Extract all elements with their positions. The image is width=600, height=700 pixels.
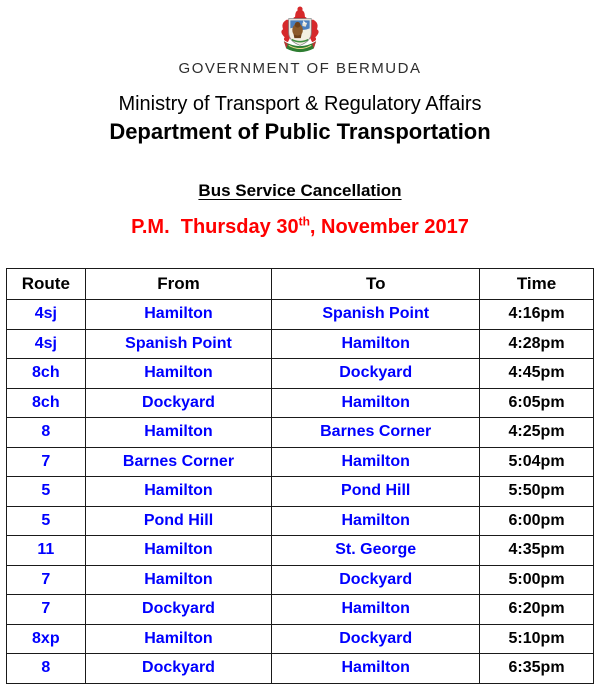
notice-title <box>0 181 600 201</box>
table-row <box>7 300 594 330</box>
notice-date-ordinal: th <box>298 214 310 229</box>
time-cell: 4:45pm <box>480 359 594 389</box>
masthead <box>0 0 600 77</box>
to-cell: Dockyard <box>272 359 480 389</box>
route-cell: 8ch <box>7 388 86 418</box>
table-row <box>7 329 594 359</box>
table-row <box>7 654 594 684</box>
route-cell: 8 <box>7 654 86 684</box>
to-cell: Dockyard <box>272 565 480 595</box>
time-cell: 5:50pm <box>480 477 594 507</box>
time-cell: 4:35pm <box>480 536 594 566</box>
route-cell: 5 <box>7 477 86 507</box>
column-header-route: Route <box>7 269 86 300</box>
to-cell: Hamilton <box>272 595 480 625</box>
to-cell: Hamilton <box>272 447 480 477</box>
table-row <box>7 506 594 536</box>
time-cell: 5:10pm <box>480 624 594 654</box>
to-cell: Hamilton <box>272 506 480 536</box>
route-cell: 4sj <box>7 329 86 359</box>
table-header <box>7 269 594 300</box>
table-row <box>7 359 594 389</box>
time-cell: 5:04pm <box>480 447 594 477</box>
department-title: Department of Public Transportation <box>109 119 491 144</box>
time-cell: 6:20pm <box>480 595 594 625</box>
from-cell: Hamilton <box>85 624 272 654</box>
from-cell: Hamilton <box>85 536 272 566</box>
to-cell: Pond Hill <box>272 477 480 507</box>
time-cell: 6:35pm <box>480 654 594 684</box>
from-cell: Hamilton <box>85 477 272 507</box>
notice-date <box>0 216 600 239</box>
ministry-title: Ministry of Transport & Regulatory Affairs <box>118 93 482 115</box>
route-cell: 5 <box>7 506 86 536</box>
route-cell: 7 <box>7 595 86 625</box>
route-cell: 7 <box>7 447 86 477</box>
time-cell: 4:28pm <box>480 329 594 359</box>
notice-date-tail: , November 2017 <box>309 216 469 238</box>
to-cell: Spanish Point <box>272 300 480 330</box>
route-cell: 8xp <box>7 624 86 654</box>
from-cell: Hamilton <box>85 418 272 448</box>
to-cell: Hamilton <box>272 329 480 359</box>
route-cell: 7 <box>7 565 86 595</box>
from-cell: Hamilton <box>85 565 272 595</box>
from-cell: Spanish Point <box>85 329 272 359</box>
from-cell: Dockyard <box>85 388 272 418</box>
table-row <box>7 565 594 595</box>
column-header-time: Time <box>480 269 594 300</box>
org-name: GOVERNMENT OF BERMUDA <box>178 60 422 77</box>
table-header-row <box>7 269 594 300</box>
route-cell: 8 <box>7 418 86 448</box>
time-cell: 5:00pm <box>480 565 594 595</box>
from-cell: Hamilton <box>85 359 272 389</box>
time-cell: 6:00pm <box>480 506 594 536</box>
to-cell: Hamilton <box>272 654 480 684</box>
table-row <box>7 536 594 566</box>
column-header-to: To <box>272 269 480 300</box>
from-cell: Dockyard <box>85 654 272 684</box>
to-cell: St. George <box>272 536 480 566</box>
table-row <box>7 477 594 507</box>
from-cell: Pond Hill <box>85 506 272 536</box>
to-cell: Hamilton <box>272 388 480 418</box>
time-cell: 6:05pm <box>480 388 594 418</box>
column-header-from: From <box>85 269 272 300</box>
route-cell: 4sj <box>7 300 86 330</box>
route-cell: 11 <box>7 536 86 566</box>
cancellation-table <box>6 268 594 684</box>
from-cell: Barnes Corner <box>85 447 272 477</box>
from-cell: Hamilton <box>85 300 272 330</box>
to-cell: Barnes Corner <box>272 418 480 448</box>
route-cell: 8ch <box>7 359 86 389</box>
from-cell: Dockyard <box>85 595 272 625</box>
table-body <box>7 300 594 684</box>
time-cell: 4:25pm <box>480 418 594 448</box>
notice-date-main: P.M. Thursday 30 <box>131 216 299 238</box>
table-row <box>7 624 594 654</box>
table-row <box>7 447 594 477</box>
table-row <box>7 595 594 625</box>
to-cell: Dockyard <box>272 624 480 654</box>
table-row <box>7 388 594 418</box>
table-row <box>7 418 594 448</box>
notice-title-text: Bus Service Cancellation <box>198 181 402 200</box>
bermuda-coat-of-arms-icon <box>274 5 326 55</box>
time-cell: 4:16pm <box>480 300 594 330</box>
